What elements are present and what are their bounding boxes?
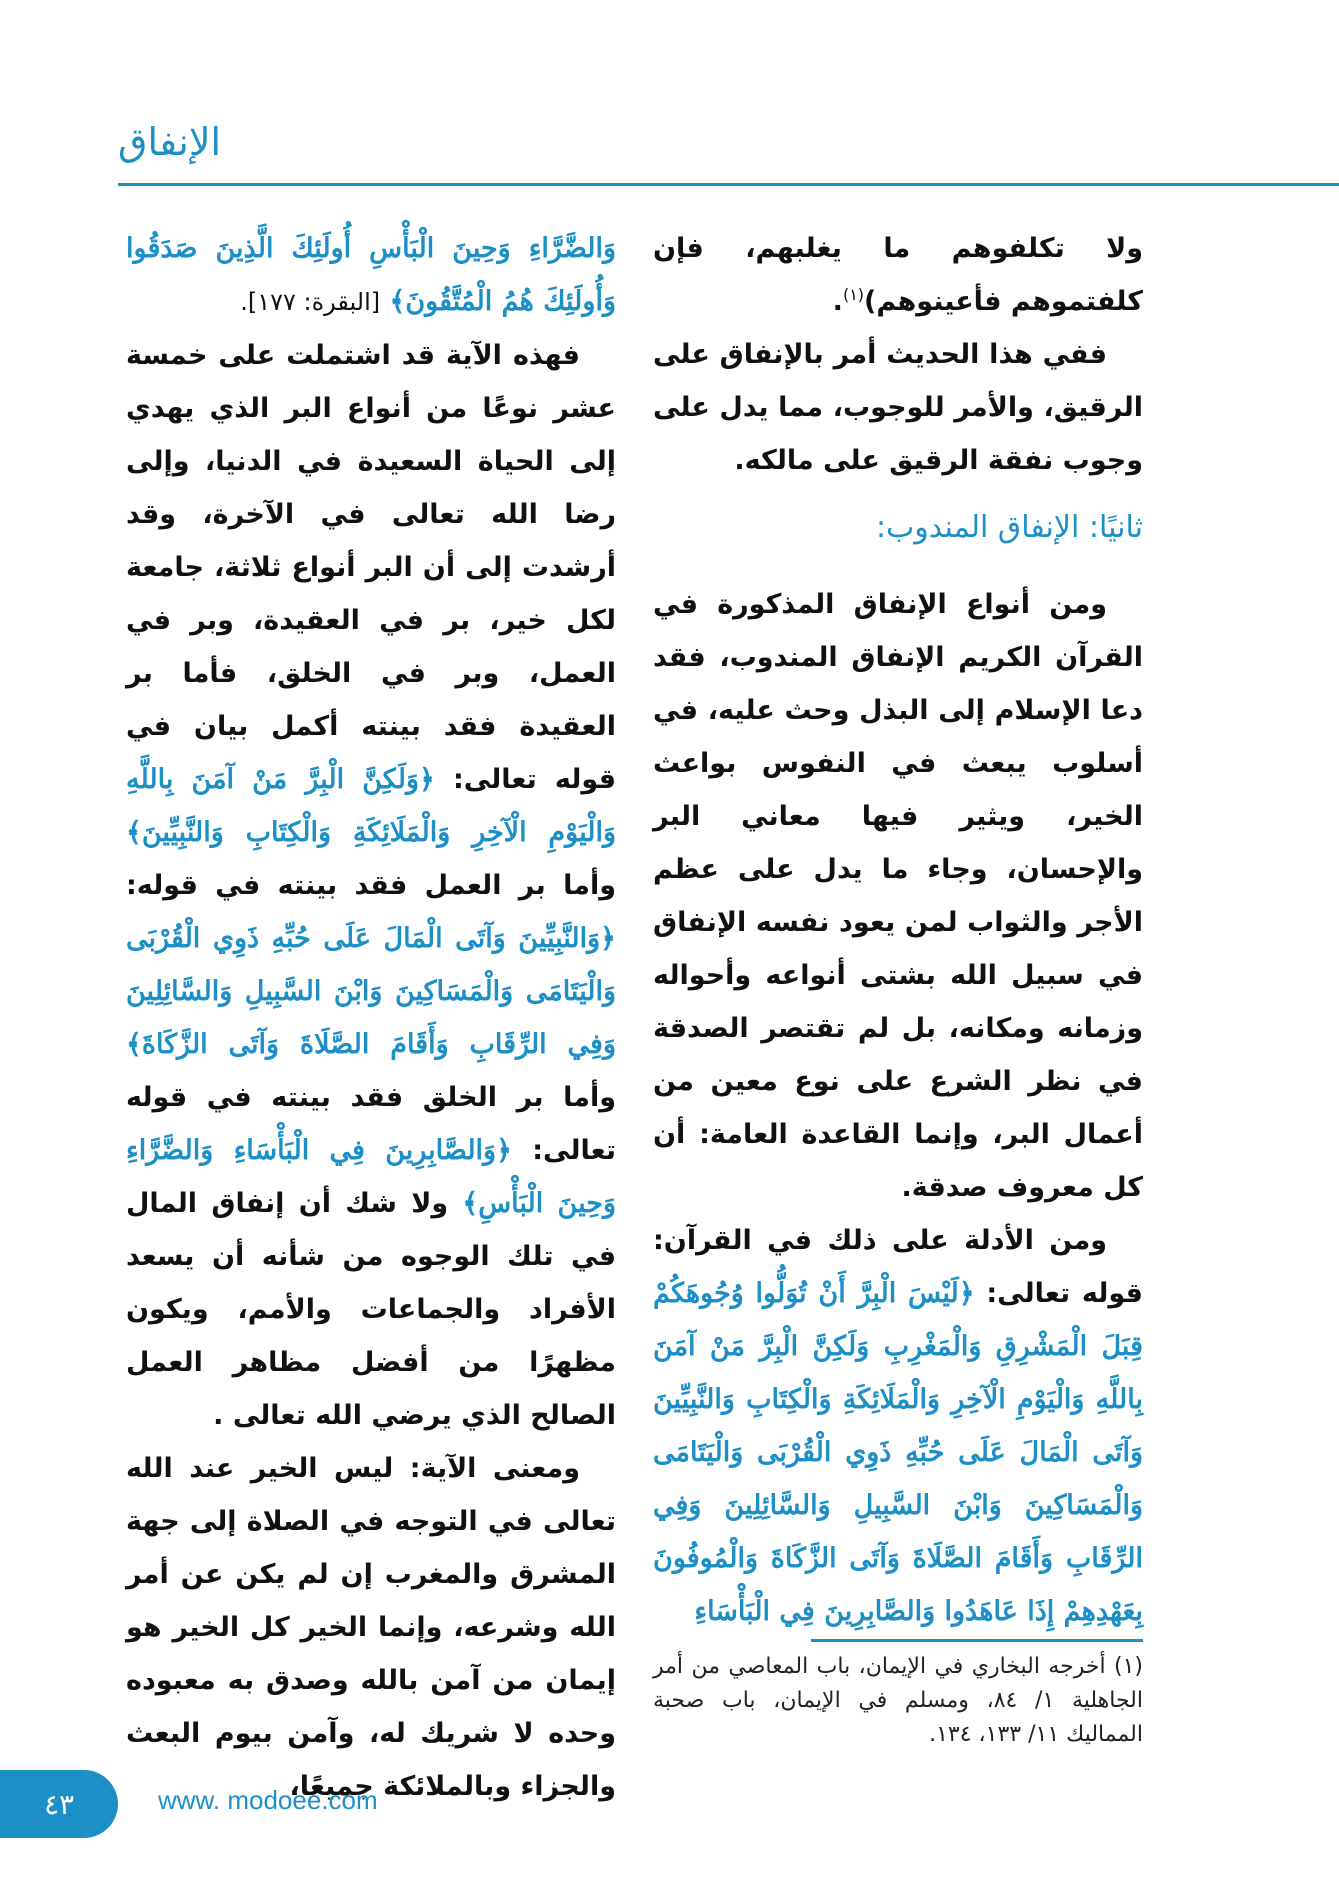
- quran-verse: وَالضَّرَّاءِ وَحِينَ الْبَأْسِ أُولَئِكَ الَّذِينَ صَدَقُوا وَأُولَئِكَ هُمُ الْمُتَّقُونَ﴾: [126, 233, 616, 317]
- paragraph: ففي هذا الحديث أمر بالإنفاق على الرقيق، والأمر للوجوب، مما يدل على وجوب نفقة الرقيق على مالكه.: [653, 339, 1143, 476]
- left-column: [126, 222, 616, 1813]
- right-column: [653, 222, 1143, 1638]
- verse-citation: [البقرة: ١٧٧].: [240, 288, 381, 316]
- paragraph-text: ولا تكلفوهم ما يغلبهم، فإن كلفتموهم فأعينوهم): [653, 233, 1143, 317]
- footnote-divider: [811, 1639, 1143, 1642]
- quran-verse: ﴿وَالنَّبِيِّينَ وَآتَى الْمَالَ عَلَى حُبِّهِ ذَوِي الْقُرْبَى وَالْيَتَامَى وَالْمَسَاكِينَ وَابْنَ السَّبِيلِ وَالسَّائِلِينَ وَفِي الرِّقَابِ وَأَقَامَ الصَّلَاةَ وَآتَى الزَّكَاةَ﴾: [126, 923, 616, 1060]
- footnote: (١) أخرجه البخاري في الإيمان، باب المعاصي من أمر الجاهلية ١/ ٨٤، ومسلم في الإيمان، باب صحبة المماليك ١١/ ١٣٣، ١٣٤.: [653, 1654, 1143, 1747]
- page-number-badge: [0, 1770, 118, 1838]
- quran-verse: ﴿وَالصَّابِرِينَ فِي الْبَأْسَاءِ وَالضَّرَّاءِ وَحِينَ الْبَأْسِ﴾: [126, 1135, 616, 1219]
- header-divider: [118, 183, 1339, 186]
- paragraph: [653, 222, 1143, 328]
- quran-verse: ﴿وَلَكِنَّ الْبِرَّ مَنْ آمَنَ بِاللَّهِ وَالْيَوْمِ الْآخِرِ وَالْمَلَائِكَةِ وَالْكِتَابِ وَالنَّبِيِّينَ﴾: [126, 764, 616, 848]
- punctuation: .: [832, 286, 843, 317]
- footnote-ref[interactable]: (١): [842, 285, 865, 304]
- paragraph-text: ومن الأدلة على ذلك في القرآن: قوله تعالى:: [653, 1225, 1143, 1309]
- paragraph: [653, 1214, 1143, 1638]
- quran-verse: ﴿لَيْسَ الْبِرَّ أَنْ تُوَلُّوا وُجُوهَكُمْ قِبَلَ الْمَشْرِقِ وَالْمَغْرِبِ وَلَكِنَّ الْبِرَّ مَنْ آمَنَ بِاللَّهِ وَالْيَوْمِ الْآخِرِ وَالْمَلَائِكَةِ وَالْكِتَابِ وَالنَّبِيِّينَ وَآتَى الْمَالَ عَلَى حُبِّهِ ذَوِي الْقُرْبَى وَالْيَتَامَى وَالْمَسَاكِينَ وَابْنَ السَّبِيلِ وَالسَّائِلِينَ وَفِي الرِّقَابِ وَأَقَامَ الصَّلَاةَ وَآتَى الزَّكَاةَ وَالْمُوفُونَ بِعَهْدِهِمْ إِذَا عَاهَدُوا وَالصَّابِرِينَ فِي الْبَأْسَاءِ: [653, 1278, 1143, 1627]
- page-number: ٤٣: [43, 1787, 75, 1821]
- paragraph-text: ولا شك أن إنفاق المال في تلك الوجوه من شأنه أن يسعد الأفراد والجماعات والأمم، ويكون مظهرًا من أفضل مظاهر العمل الصالح الذي يرضي الله تعالى .: [126, 1188, 616, 1431]
- paragraph: [126, 222, 616, 329]
- paragraph-text: فهذه الآية قد اشتملت على خمسة عشر نوعًا من أنواع البر الذي يهدي إلى الحياة السعيدة في الدنيا، وإلى رضا الله تعالى في الآخرة، وقد أرشدت إلى أن البر أنواع ثلاثة، جامعة لكل خير، بر في العقيدة، وبر في العمل، وبر في الخلق، فأما بر العقيدة فقد بينته أكمل بيان في قوله تعالى:: [126, 340, 616, 795]
- paragraph: ومعنى الآية: ليس الخير عند الله تعالى في التوجه في الصلاة إلى جهة المشرق والمغرب إن لم يكن عن أمر الله وشرعه، وإنما الخير كل الخير هو إيمان من آمن بالله وصدق به معبوده وحده لا شريك له، وآمن بيوم البعث والجزاء وبالملائكة جميعًا،: [126, 1453, 616, 1802]
- paragraph: [126, 329, 616, 1442]
- paragraph-text: وأما بر العمل فقد بينته في قوله:: [126, 870, 616, 901]
- website-link[interactable]: www. modoee.com: [158, 1785, 378, 1815]
- page-title: الإنفاق: [118, 120, 222, 164]
- paragraph-text: وأما بر الخلق فقد بينته في قوله تعالى:: [126, 1082, 616, 1166]
- section-heading: ثانيًا: الإنفاق المندوب:: [875, 510, 1143, 545]
- paragraph: ومن أنواع الإنفاق المذكورة في القرآن الكريم الإنفاق المندوب، فقد دعا الإسلام إلى البذل وحث عليه، في أسلوب يبعث في النفوس بواعث الخير، ويثير فيها معاني البر والإحسان، وجاء ما يدل على عظم الأجر والثواب لمن يعود نفسه الإنفاق في سبيل الله بشتى أنواعه وأحواله وزمانه ومكانه، بل لم تقتصر الصدقة في نظر الشرع على نوع معين من أعمال البر، وإنما القاعدة العامة: أن كل معروف صدقة.: [653, 589, 1143, 1203]
